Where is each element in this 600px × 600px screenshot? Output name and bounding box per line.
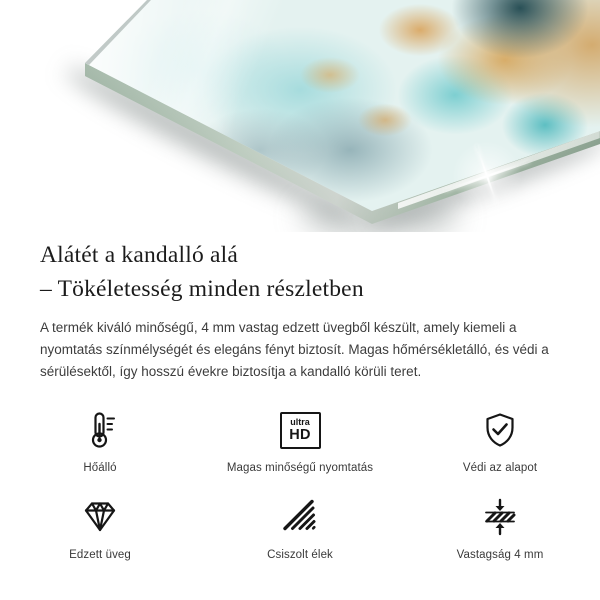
feature-label: Védi az alapot: [462, 462, 538, 474]
page-title-line1: Alátét a kandalló alá: [40, 242, 238, 268]
diamond-icon: [80, 496, 120, 538]
feature-heat-resistant: [0, 409, 200, 474]
feature-tempered-glass: [0, 496, 200, 561]
feature-label: Hőálló: [83, 462, 117, 474]
page-title: [40, 238, 560, 306]
feature-label: Vastagság 4 mm: [456, 549, 544, 561]
feature-label: Magas minőségű nyomtatás: [226, 462, 374, 474]
feature-polished-edges: [200, 496, 400, 561]
thermometer-icon: [80, 409, 120, 451]
feature-label: Csiszolt élek: [267, 549, 333, 561]
feature-print-quality: [200, 409, 400, 474]
shield-check-icon: [480, 409, 520, 451]
feature-thickness: [400, 496, 600, 561]
page-title-line2: – Tökéletesség minden részletben: [40, 276, 364, 302]
ultra-hd-badge-bottom: HD: [289, 426, 311, 443]
product-image: [0, 0, 600, 232]
thickness-icon: [480, 496, 520, 538]
product-description: A termék kiváló minőségű, 4 mm vastag edzett üvegből készült, amely kiemeli a nyomtatás színmélységét és elegáns fényt biztosít. Magas hőmérsékletálló, és védi a sérülésektől, így hosszú évekre biztosítja a kandalló körüli teret.: [40, 320, 549, 379]
feature-label: Edzett üveg: [69, 549, 131, 561]
feature-protects-base: [400, 409, 600, 474]
features-grid: [0, 409, 600, 561]
polished-edge-icon: [280, 496, 320, 538]
ultra-hd-icon: [280, 409, 321, 451]
ultra-hd-badge-top: ultra: [290, 416, 310, 427]
